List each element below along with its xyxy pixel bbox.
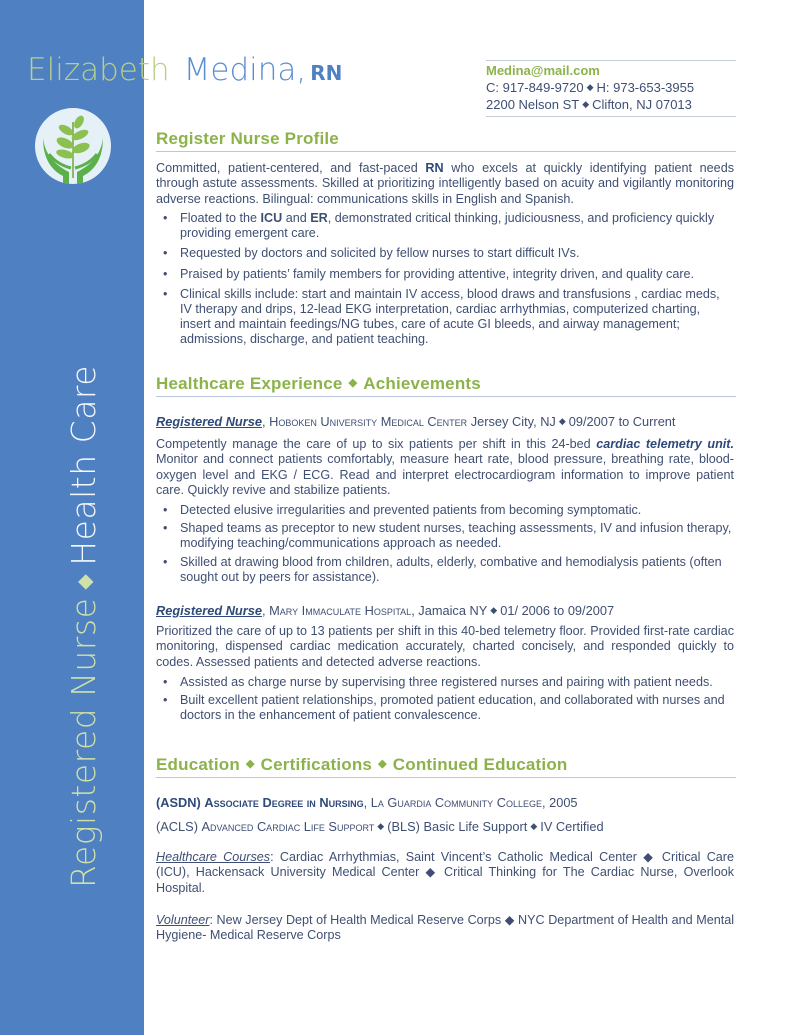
desc-text: Competently manage the care of up to six patients per shift in this 24-bed (156, 437, 597, 451)
healthcare-courses (156, 850, 734, 896)
cert-acls: Advanced Cardiac Life Support (201, 819, 375, 834)
job-role: Registered Nurse (156, 603, 262, 618)
diamond-icon: ◆ (582, 99, 590, 109)
job-location: , Jamaica NY (411, 603, 488, 618)
heading-part: Continued Education (392, 755, 568, 774)
list-item: • Requested by doctors and solicited by fellow nurses to start difficult IVs. (156, 246, 734, 261)
list-item: • Detected elusive irregularities and prevented patients from becoming symptomatic. (156, 503, 734, 518)
profile-summary (156, 161, 734, 207)
job-description-2: Prioritized the care of up to 13 patients per shift in this 40-bed telemetry floor. Provided first-rate cardiac monitoring, dispensed cardiac medication accurately, charted concisely, and responded quickly to codes. Assessed patients and detected adverse reactions. (156, 624, 734, 669)
list-item: • Praised by patients’ family members for providing attentive, integrity driven, and quality care. (156, 267, 734, 282)
education-heading (156, 755, 736, 778)
diamond-icon: ◆ (586, 82, 594, 92)
experience-heading (156, 374, 736, 397)
profile-heading: Register Nurse Profile (156, 129, 736, 152)
list-item: • Shaped teams as preceptor to new student nurses, teaching assessments, IV and infusion therapy, modifying teaching/communications approach as needed. (156, 521, 734, 551)
job-location: Jersey City, NJ (467, 414, 556, 429)
profile-bullets (156, 211, 734, 353)
degree-abbr: (ASDN) (156, 795, 205, 810)
diamond-icon: ◆ (378, 758, 387, 770)
address-line (486, 96, 736, 113)
sidebar-band (0, 0, 144, 1035)
home-phone: H: 973-653-3955 (596, 80, 695, 95)
candidate-name (27, 52, 342, 88)
heading-part: Certifications (260, 755, 373, 774)
job-description-1 (156, 437, 734, 499)
certifications-line (156, 819, 736, 834)
email-link[interactable]: Medina@mail.com (486, 63, 600, 78)
bullet-text: and (282, 211, 311, 225)
contact-block (486, 60, 736, 117)
heading-part: Education (156, 755, 240, 774)
summary-bold: RN (425, 161, 444, 175)
job-bullets-1 (156, 503, 734, 590)
list-item: • Skilled at drawing blood from children, adults, elderly, combative and hemodialysis patients (often sought out by peers for assistance). (156, 555, 734, 585)
bullet-bold: ER (310, 211, 328, 225)
summary-text: Committed, patient-centered, and fast-paced (156, 161, 426, 175)
cert-abbr: (ACLS) (156, 819, 202, 834)
tagline-registered-nurse: Registered Nurse (64, 597, 103, 888)
job-dates: 01/ 2006 to 09/2007 (500, 603, 615, 618)
courses-text: : Cardiac Arrhythmias, Saint Vincent’s Catholic Medical Center ◆ Critical Care (ICU), Hackensack University Medical Center ◆ Critical Thinking for The Cardiac Nurse, Overlook Hospital. (156, 850, 734, 895)
degree-line: (ASDN) Associate Degree in Nursing, La Guardia Community College, 2005 (156, 795, 578, 810)
tagline-health-care: Health Care (64, 364, 103, 566)
credential: RN (310, 61, 343, 85)
diamond-icon: ◆ (72, 573, 96, 590)
bullet-text: Floated to the (180, 211, 261, 225)
desc-text: Monitor and connect patients comfortably, measure heart rate, blood pressure, breathing rate, blood-oxygen level and EKG / ECG. Read and interpret electrocardiogram information to improve patient care. Quickly revive and stabilize patients. (156, 452, 734, 498)
bullet-bold: ICU (260, 211, 283, 225)
list-item: • Built excellent patient relationships, promoted patient education, and collaborated with nurses and doctors in the enhancement of patient convalescence. (156, 693, 734, 723)
diamond-icon: ◆ (348, 377, 358, 389)
school-name: La Guardia Community College (370, 795, 542, 810)
summary-text: who excels at quickly identifying patient needs through astute assessments. Skilled at prioritizing intelligently based on acuity and vigilantly monitoring adverse reactions. Bilingual: communications skills in English and Spanish. (156, 161, 734, 206)
list-item: • Assisted as charge nurse by supervising three registered nurses and pairing with patient needs. (156, 675, 734, 690)
job-header-2: Registered Nurse, Mary Immaculate Hospital, Jamaica NY ◆ 01/ 2006 to 09/2007 (156, 603, 615, 618)
cert-bls: (BLS) Basic Life Support (387, 819, 528, 834)
job-bullets-2 (156, 675, 734, 729)
cell-phone: C: 917-849-9720 (486, 80, 584, 95)
volunteer-text: : New Jersey Dept of Health Medical Reserve Corps ◆ NYC Department of Health and Mental Hygiene- Medical Reserve Corps (156, 913, 734, 943)
list-item (156, 211, 734, 241)
cert-iv: IV Certified (540, 819, 604, 834)
first-name: Elizabeth (27, 52, 170, 88)
job-role: Registered Nurse (156, 414, 262, 429)
job-dates: 09/2007 to Current (568, 414, 676, 429)
diamond-icon: ◆ (558, 416, 566, 426)
last-name: Medina, (183, 52, 307, 88)
desc-emphasis: cardiac telemetry unit. (596, 437, 734, 451)
diamond-icon: ◆ (245, 758, 255, 770)
phone-line (486, 79, 736, 96)
job-header-1: Registered Nurse, Hoboken University Medical Center Jersey City, NJ ◆ 09/2007 to Current (156, 414, 676, 429)
street: 2200 Nelson ST (486, 97, 580, 112)
list-item: • Clinical skills include: start and maintain IV access, blood draws and transfusions , cardiac meds, IV therapy and drips, 12-lead EKG interpretation, cardiac arrhythmias, computerized charting, insert and maintain feedings/NG tubes, care of acute GI bleeds, and airway management; admissions, discharge, and patient teaching. (156, 287, 734, 348)
heading-part: Achievements (363, 374, 481, 393)
heading-part: Healthcare Experience (156, 374, 343, 393)
job-employer: Mary Immaculate Hospital (269, 603, 412, 618)
diamond-icon: ◆ (490, 605, 498, 615)
courses-label: Healthcare Courses (156, 850, 271, 864)
city: Clifton, NJ 07013 (592, 97, 692, 112)
diamond-icon: ◆ (377, 821, 385, 831)
diamond-icon: ◆ (530, 821, 538, 831)
vertical-tagline (64, 365, 103, 888)
job-employer: Hoboken University Medical Center (269, 414, 468, 429)
grad-year: , 2005 (541, 795, 578, 810)
bullet-text: , demonstrated critical thinking, judiciousness, and proficiency quickly providing emergent care. (180, 211, 715, 241)
volunteer-label: Volunteer (156, 913, 210, 927)
volunteer (156, 913, 734, 944)
plant-in-hands-icon (35, 108, 111, 184)
degree-name: Associate Degree in Nursing (204, 795, 364, 810)
